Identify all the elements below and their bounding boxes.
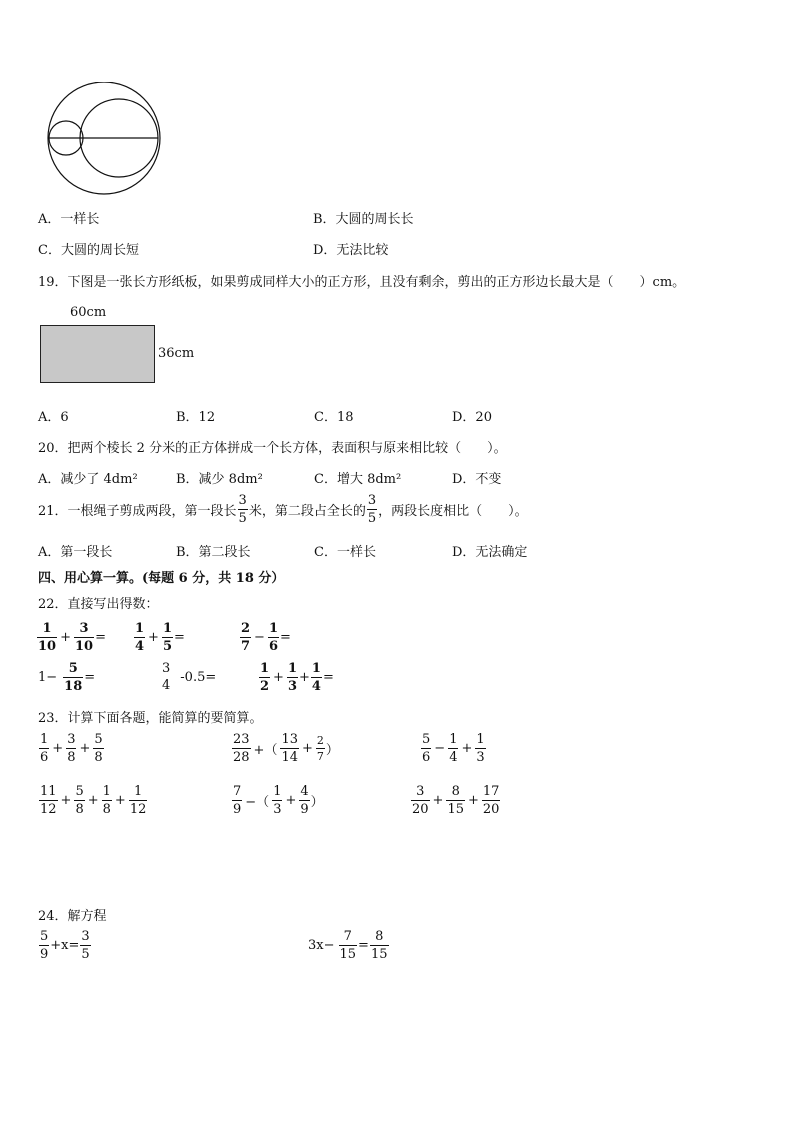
cardboard-rectangle [40,325,155,383]
fraction [37,622,57,653]
math-text: + [148,630,159,645]
q19-text: 19．下图是一张长方形纸板，如果剪成同样大小的正方形，且没有剩余，剪出的正方形边长最大是（ ）cm。 [38,275,686,290]
denominator: 4 [311,679,321,694]
numerator: 3 [81,929,90,944]
q23-expr-1 [38,733,105,764]
numerator: 1 [42,621,52,636]
denominator: 28 [233,750,250,765]
q20-option-b: B．减少 8dm² [176,472,263,487]
numerator: 1 [102,784,111,799]
denominator: 12 [40,802,57,817]
q24-title: 24．解方程 [38,909,107,924]
denominator: 9 [300,802,309,817]
q21-text-part1: 21．一根绳子剪成两段，第一段长 [38,504,237,519]
q20-option-a: A．减少了 4dm² [38,472,138,487]
denominator: 5 [367,511,377,526]
math-text: 1− [38,670,58,685]
math-text: + [461,741,473,756]
fraction [39,930,49,961]
math-text: ） [325,743,339,758]
q19-option-d: D．20 [452,410,492,425]
q24-equation-2 [308,930,390,961]
math-text: + [114,793,126,808]
numerator: 7 [233,784,242,799]
math-text: = [174,630,185,645]
fraction [232,785,242,816]
numerator: 3 [79,621,89,636]
fraction [63,662,83,693]
math-text: + [299,670,310,685]
numerator: 1 [260,661,270,676]
numerator: 2 [241,621,251,636]
denominator: 5 [162,639,172,654]
math-text: = [280,630,291,645]
math-text: + [60,630,71,645]
denominator: 8 [94,750,103,765]
q23-expr-4 [38,785,148,816]
numerator: 5 [75,784,84,799]
fraction [316,735,325,762]
fraction [74,622,94,653]
q18-option-a: A．一样长 [38,212,100,227]
numerator: 4 [300,784,309,799]
numerator: 1 [162,621,172,636]
math-text: ） [310,795,324,810]
denominator: 6 [422,750,431,765]
q22-expr-5 [160,662,216,692]
numerator: 5 [94,732,103,747]
math-text: -0.5= [180,669,217,685]
denominator: 7 [241,639,251,654]
fraction [287,662,298,693]
denominator: 9 [233,802,242,817]
denominator: 10 [38,639,57,654]
math-text: = [322,670,334,685]
denominator: 12 [129,802,147,817]
numerator: 3 [416,784,425,799]
fraction [74,785,84,816]
q23-expr-3 [420,733,487,764]
circles-figure [42,82,182,202]
q22-title: 22．直接写出得数： [38,597,159,612]
math-text: + [60,793,72,808]
numerator: 1 [268,621,278,636]
q20-option-c: C．增大 8dm² [314,472,402,487]
fraction [162,622,173,653]
fraction [259,662,270,693]
denominator: 5 [238,511,247,526]
numerator: 11 [40,784,57,799]
numerator: 3 [67,732,76,747]
numerator: 1 [287,661,297,676]
numerator: 5 [68,661,78,676]
denominator: 8 [67,750,76,765]
denominator: 7 [316,750,324,763]
fraction [240,622,251,653]
fraction [421,733,431,764]
q21-option-c: C．一样长 [314,545,376,560]
fraction [482,785,501,816]
denominator: 4 [162,678,171,693]
denominator: 20 [482,802,500,817]
numerator: 3 [162,661,171,676]
math-text: = [358,938,369,953]
q21-option-d: D．无法确定 [452,545,528,560]
denominator: 9 [40,947,49,962]
fraction [232,733,251,764]
numerator: 8 [451,784,460,799]
denominator: 3 [273,802,282,817]
math-text: + [302,741,313,756]
denominator: 15 [447,802,464,817]
numerator: 8 [375,929,384,944]
denominator: 3 [476,750,485,765]
q23-expr-5 [231,785,324,816]
q22-expr-3 [239,622,291,653]
denominator: 18 [64,679,83,694]
q18-option-b: B．大圆的周长长 [313,212,414,227]
numerator: 13 [281,732,298,747]
numerator: 1 [449,732,458,747]
numerator: 1 [40,732,49,747]
q24-equation-1 [38,930,92,961]
math-text: 3x− [308,938,335,953]
q19-option-a: A．6 [38,410,69,425]
denominator: 5 [81,947,90,962]
q18-option-d: D．无法比较 [313,243,389,258]
q23-expr-2 [231,733,339,764]
fraction [238,494,248,525]
q21-option-b: B．第二段长 [176,545,251,560]
q18-option-c: C．大圆的周长短 [38,243,139,258]
math-text: +x= [50,938,80,953]
math-text: −（ [245,795,270,810]
fraction [367,494,377,525]
q19-option-b: B．12 [176,410,216,425]
fraction [39,785,58,816]
denominator: 4 [449,750,458,765]
fraction [370,930,389,961]
fraction [102,785,112,816]
q20-option-d: D．不变 [452,472,502,487]
fraction [475,733,485,764]
fraction [93,733,103,764]
numerator: 23 [233,732,250,747]
math-text: +（ [253,743,278,758]
numerator: 2 [316,734,324,747]
numerator: 5 [422,732,431,747]
q20-text: 20．把两个棱长 2 分米的正方体拼成一个长方体，表面积与原来相比较（ ）。 [38,441,507,456]
numerator: 1 [273,784,282,799]
math-text: = [84,670,96,685]
q19-option-c: C．18 [314,410,354,425]
numerator: 3 [238,493,247,508]
fraction [272,785,282,816]
fraction [134,622,145,653]
denominator: 6 [40,750,49,765]
math-text: + [468,793,479,808]
numerator: 7 [343,929,352,944]
numerator: 1 [311,661,321,676]
q21-text [38,494,528,525]
fraction [80,930,90,961]
denominator: 8 [75,802,84,817]
denominator: 8 [102,802,111,817]
q19-height-label: 36cm [158,346,195,361]
q21-text-part2: 米，第二段占全长的 [248,504,366,519]
denominator: 3 [287,679,297,694]
denominator: 20 [412,802,429,817]
math-text: + [52,741,64,756]
math-text: + [87,793,99,808]
fraction [311,662,322,693]
denominator: 15 [339,947,357,962]
fraction [161,662,171,692]
denominator: 14 [281,750,298,765]
numerator: 17 [482,784,500,799]
fraction [411,785,430,816]
numerator: 1 [133,784,143,799]
denominator: 15 [370,947,388,962]
q22-expr-2 [133,622,185,653]
math-text: + [79,741,91,756]
math-text: − [254,630,265,645]
math-text: + [273,670,284,685]
fraction [448,733,458,764]
fraction [129,785,148,816]
fraction [339,930,358,961]
q21-text-part3: ，两段长度相比（ ）。 [378,504,528,519]
math-text: + [285,793,297,808]
q23-title: 23．计算下面各题，能简算的要简算。 [38,711,263,726]
numerator: 3 [367,493,377,508]
math-text: − [434,741,446,756]
math-text: = [95,630,106,645]
section-4-heading: 四、用心算一算。(每题 6 分，共 18 分） [38,571,285,586]
q23-expr-6 [410,785,501,816]
numerator: 1 [476,732,485,747]
numerator: 1 [135,621,145,636]
q21-option-a: A．第一段长 [38,545,113,560]
denominator: 4 [135,639,145,654]
math-text: + [432,793,444,808]
fraction [446,785,465,816]
numerator: 5 [40,929,49,944]
denominator: 6 [268,639,278,654]
q22-expr-1 [36,622,106,653]
fraction [299,785,309,816]
fraction [280,733,299,764]
q22-expr-4 [38,662,95,693]
denominator: 2 [260,679,270,694]
q19-width-label: 60cm [70,305,107,320]
fraction [66,733,76,764]
denominator: 10 [75,639,94,654]
fraction [268,622,279,653]
q22-expr-6 [258,662,334,693]
fraction [39,733,49,764]
